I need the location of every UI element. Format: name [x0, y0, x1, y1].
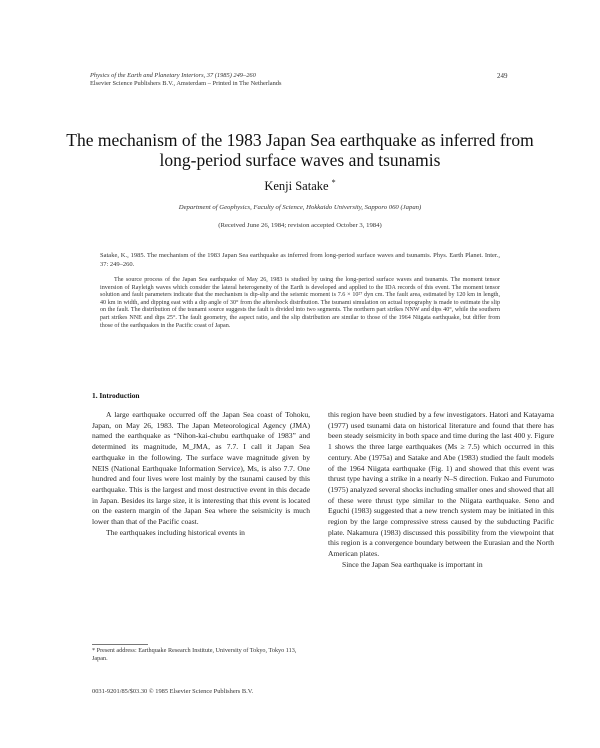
abstract: The source process of the Japan Sea earthquake of May 26, 1983 is studied by using the long-period surface waves and tsunamis. The moment tensor inversion of Rayleigh waves which consider the lateral heterogeneity of the Earth is developed and applied to the IDA records of this event. The moment tensor solution and fault parameters indicate that the mechanism is dip-slip and the seismic moment is 7.6 × 10²⁷ dyn cm. The fault area, estimated by 120 km in length, 40 km in width, and dipping east with a dip angle of 30° from the aftershock distribution. The tsunami simulation on actual topography is made to estimate the slip on the fault. The distribution of the tsunami source suggests the fault is divided into two segments. The northern part strikes NNW and dips 40°, while the southern part strikes NNE and dips 25°. The fault geometry, the aspect ratio, and the slip distribution are similar to those of the 1964 Niigata earthquake, but differ from those of the earthquakes in the Pacific coast of Japan.	[100, 277, 500, 329]
left-column	[92, 410, 310, 538]
section-title: 1. Introduction	[92, 391, 140, 400]
paragraph: The earthquakes including historical events in	[106, 527, 245, 537]
footnote-rule	[92, 644, 148, 645]
author-name: Kenji Satake	[264, 179, 329, 194]
author-line	[0, 178, 600, 194]
affiliation: Department of Geophysics, Faculty of Science, Hokkaido University, Sapporo 060 (Japan)	[178, 204, 422, 211]
publisher-line: Elsevier Science Publishers B.V., Amsterdam – Printed in The Netherlands	[90, 80, 282, 87]
copyright-line: 0031-9201/85/$03.30 © 1985 Elsevier Science Publishers B.V.	[92, 688, 254, 695]
paragraph: A large earthquake occurred off the Japan Sea coast of Tohoku, Japan, on May 26, 1983. The Japan Meteorological Agency (JMA) named the earthquake as “Nihon-kai-chubu earthquake of 1983” and determined its magnitude, M_JMA, as 7.7. I call it Japan Sea earthquake in the following. The surface wave magnitude given by NEIS (National Earthquake Information Service), Ms, is also 7.7. One hundred and four lives were lost mainly by the tsunami caused by this earthquake. This is the largest and most destructive event in this decade in Japan. Besides its large size, it is interesting that this event is located on the eastern margin of the Japan Sea where the seismicity is much lower than that of the Pacific coast.	[92, 410, 310, 527]
paragraph: this region have been studied by a few investigators. Hatori and Katayama (1977) used tsunami data on historical literature and found that there has been steady seismicity in both space and time during the last 400 y. Figure 1 shows the three large earthquakes (Ms ≥ 7.5) which occurred in this century. Abe (1975a) and Satake and Abe (1983) studied the fault models of the 1964 Niigata earthquake (Fig. 1) and showed that this event was thrust type having a strike in a nearly N–S direction. Fukao and Furumoto (1975) analyzed several shocks including smaller ones and showed that all of these were thrust type similar to the Niigata earthquake. Seno and Eguchi (1983) suggested that a new trench system may be initiated in this region by the large compressive stress caused by the subducting Pacific plate. Nakamura (1983) discussed this possibility from the viewpoint that this region is a convergence boundary between the Eurasian and the North American plates.	[328, 410, 554, 559]
article-title: The mechanism of the 1983 Japan Sea earthquake as inferred from long-period surface waves and tsunamis	[66, 130, 534, 170]
page-number: 249	[497, 72, 508, 80]
received-dates: (Received June 26, 1984; revision accepted October 3, 1984)	[218, 222, 382, 229]
author-footnote-mark: *	[331, 178, 336, 187]
footnote: * Present address: Earthquake Research Institute, University of Tokyo, Tokyo 113, Japan.	[92, 647, 297, 663]
journal-line: Physics of the Earth and Planetary Interiors, 37 (1985) 249–260	[90, 72, 256, 79]
citation: Satake, K., 1985. The mechanism of the 1983 Japan Sea earthquake as inferred from long-period surface waves and tsunamis. Phys. Earth Planet. Inter., 37: 249–260.	[100, 252, 500, 268]
right-column	[328, 410, 554, 571]
paragraph: Since the Japan Sea earthquake is important in	[342, 559, 483, 569]
